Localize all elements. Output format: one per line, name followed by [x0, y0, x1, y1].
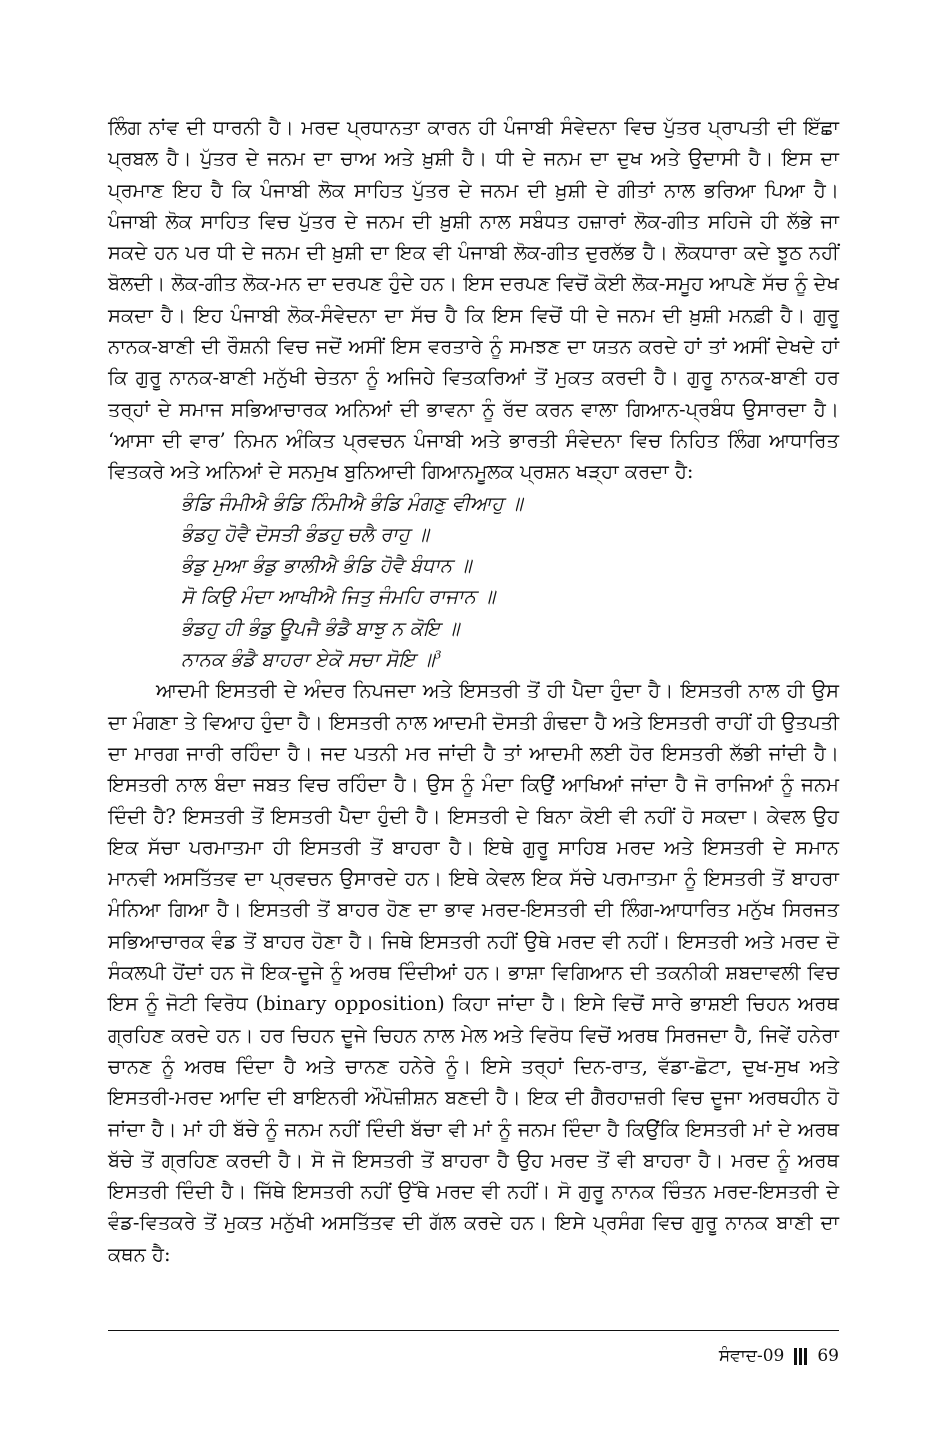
paragraph-1: ਲਿੰਗ ਨਾਂਵ ਦੀ ਧਾਰਨੀ ਹੈ। ਮਰਦ ਪ੍ਰਧਾਨਤਾ ਕਾਰਨ ਹੀ ਪੰਜਾਬੀ ਸੰਵੇਦਨਾ ਵਿਚ ਪੁੱਤਰ ਪ੍ਰਾਪਤੀ ਦੀ ਇੱਛਾ ਪ੍ਰਬਲ ਹੈ। ਪੁੱਤਰ ਦੇ ਜਨਮ ਦਾ ਚਾਅ ਅਤੇ ਖ਼ੁਸ਼ੀ ਹੈ। ਧੀ ਦੇ ਜਨਮ ਦਾ ਦੁਖ ਅਤੇ ਉਦਾਸੀ ਹੈ। ਇਸ ਦਾ ਪ੍ਰਮਾਣ ਇਹ ਹੈ ਕਿ ਪੰਜਾਬੀ ਲੋਕ ਸਾਹਿਤ ਪੁੱਤਰ ਦੇ ਜਨਮ ਦੀ ਖ਼ੁਸ਼ੀ ਦੇ ਗੀਤਾਂ ਨਾਲ ਭਰਿਆ ਪਿਆ ਹੈ। ਪੰਜਾਬੀ ਲੋਕ ਸਾਹਿਤ ਵਿਚ ਪੁੱਤਰ ਦੇ ਜਨਮ ਦੀ ਖ਼ੁਸ਼ੀ ਨਾਲ ਸਬੰਧਤ ਹਜ਼ਾਰਾਂ ਲੋਕ-ਗੀਤ ਸਹਿਜੇ ਹੀ ਲੱਭੇ ਜਾ ਸਕਦੇ ਹਨ ਪਰ ਧੀ ਦੇ ਜਨਮ ਦੀ ਖ਼ੁਸ਼ੀ ਦਾ ਇਕ ਵੀ ਪੰਜਾਬੀ ਲੋਕ-ਗੀਤ ਦੁਰਲੱਭ ਹੈ। ਲੋਕਧਾਰਾ ਕਦੇ ਝੂਠ ਨਹੀਂ ਬੋਲਦੀ। ਲੋਕ-ਗੀਤ ਲੋਕ-ਮਨ ਦਾ ਦਰਪਣ ਹੁੰਦੇ ਹਨ। ਇਸ ਦਰਪਣ ਵਿਚੋਂ ਕੋਈ ਲੋਕ-ਸਮੂਹ ਆਪਣੇ ਸੱਚ ਨੂੰ ਦੇਖ ਸਕਦਾ ਹੈ। ਇਹ ਪੰਜਾਬੀ ਲੋਕ-ਸੰਵੇਦਨਾ ਦਾ ਸੱਚ ਹੈ ਕਿ ਇਸ ਵਿਚੋਂ ਧੀ ਦੇ ਜਨਮ ਦੀ ਖ਼ੁਸ਼ੀ ਮਨਫ਼ੀ ਹੈ। ਗੁਰੂ ਨਾਨਕ-ਬਾਣੀ ਦੀ ਰੌਸ਼ਨੀ ਵਿਚ ਜਦੋਂ ਅਸੀਂ ਇਸ ਵਰਤਾਰੇ ਨੂੰ ਸਮਝਣ ਦਾ ਯਤਨ ਕਰਦੇ ਹਾਂ ਤਾਂ ਅਸੀਂ ਦੇਖਦੇ ਹਾਂ ਕਿ ਗੁਰੂ ਨਾਨਕ-ਬਾਣੀ ਮਨੁੱਖੀ ਚੇਤਨਾ ਨੂੰ ਅਜਿਹੇ ਵਿਤਕਰਿਆਂ ਤੋਂ ਮੁਕਤ ਕਰਦੀ ਹੈ। ਗੁਰੂ ਨਾਨਕ-ਬਾਣੀ ਹਰ ਤਰ੍ਹਾਂ ਦੇ ਸਮਾਜ ਸਭਿਆਚਾਰਕ ਅਨਿਆਂ ਦੀ ਭਾਵਨਾ ਨੂੰ ਰੱਦ ਕਰਨ ਵਾਲਾ ਗਿਆਨ-ਪ੍ਰਬੰਧ ਉਸਾਰਦਾ ਹੈ। ‘ਆਸਾ ਦੀ ਵਾਰ’ ਨਿਮਨ ਅੰਕਿਤ ਪ੍ਰਵਚਨ ਪੰਜਾਬੀ ਅਤੇ ਭਾਰਤੀ ਸੰਵੇਦਨਾ ਵਿਚ ਨਿਹਿਤ ਲਿੰਗ ਆਧਾਰਿਤ ਵਿਤਕਰੇ ਅਤੇ ਅਨਿਆਂ ਦੇ ਸਨਮੁਖ ਬੁਨਿਆਦੀ ਗਿਆਨਮੂਲਕ ਪ੍ਰਸ਼ਨ ਖੜ੍ਹਾ ਕਰਦਾ ਹੈ: — [108, 116, 839, 484]
verse-line-5: ਭੰਡਹੁ ਹੀ ਭੰਡੁ ਊਪਜੈ ਭੰਡੈ ਬਾਝੁ ਨ ਕੋਇ ॥ — [181, 616, 460, 640]
body-text — [108, 112, 839, 1270]
verse-line-6: ਨਾਨਕ ਭੰਡੈ ਬਾਹਰਾ ਏਕੋ ਸਚਾ ਸੋਇ ॥ — [181, 648, 435, 672]
verse-line-6-wrapper — [181, 644, 839, 675]
verse-quote — [108, 488, 839, 676]
verse-line-4: ਸੋ ਕਿਉ ਮੰਦਾ ਆਖੀਐ ਜਿਤੁ ਜੰਮਹਿ ਰਾਜਾਨ ॥ — [181, 585, 496, 609]
footer-rule — [108, 1330, 839, 1331]
verse-line-1: ਭੰਡਿ ਜੰਮੀਐ ਭੰਡਿ ਨਿੰਮੀਐ ਭੰਡਿ ਮੰਗਣੁ ਵੀਆਹੁ ॥ — [181, 491, 523, 515]
page-number: 69 — [817, 1346, 839, 1366]
journal-name: ਸੰਵਾਦ-09 — [718, 1346, 785, 1366]
bars-icon — [794, 1348, 807, 1365]
footnote-marker[interactable]: 3 — [434, 648, 442, 662]
paragraph-2: ਆਦਮੀ ਇਸਤਰੀ ਦੇ ਅੰਦਰ ਨਿਪਜਦਾ ਅਤੇ ਇਸਤਰੀ ਤੋਂ ਹੀ ਪੈਦਾ ਹੁੰਦਾ ਹੈ। ਇਸਤਰੀ ਨਾਲ ਹੀ ਉਸ ਦਾ ਮੰਗਣਾ ਤੇ ਵਿਆਹ ਹੁੰਦਾ ਹੈ। ਇਸਤਰੀ ਨਾਲ ਆਦਮੀ ਦੋਸਤੀ ਗੰਢਦਾ ਹੈ ਅਤੇ ਇਸਤਰੀ ਰਾਹੀਂ ਹੀ ਉਤਪਤੀ ਦਾ ਮਾਰਗ ਜਾਰੀ ਰਹਿੰਦਾ ਹੈ। ਜਦ ਪਤਨੀ ਮਰ ਜਾਂਦੀ ਹੈ ਤਾਂ ਆਦਮੀ ਲਈ ਹੋਰ ਇਸਤਰੀ ਲੱਭੀ ਜਾਂਦੀ ਹੈ। ਇਸਤਰੀ ਨਾਲ ਬੰਦਾ ਜਬਤ ਵਿਚ ਰਹਿੰਦਾ ਹੈ। ਉਸ ਨੂੰ ਮੰਦਾ ਕਿਉਂ ਆਖਿਆਂ ਜਾਂਦਾ ਹੈ ਜੋ ਰਾਜਿਆਂ ਨੂੰ ਜਨਮ ਦਿੰਦੀ ਹੈ? ਇਸਤਰੀ ਤੋਂ ਇਸਤਰੀ ਪੈਦਾ ਹੁੰਦੀ ਹੈ। ਇਸਤਰੀ ਦੇ ਬਿਨਾ ਕੋਈ ਵੀ ਨਹੀਂ ਹੋ ਸਕਦਾ। ਕੇਵਲ ਉਹ ਇਕ ਸੱਚਾ ਪਰਮਾਤਮਾ ਹੀ ਇਸਤਰੀ ਤੋਂ ਬਾਹਰਾ ਹੈ। ਇਥੇ ਗੁਰੂ ਸਾਹਿਬ ਮਰਦ ਅਤੇ ਇਸਤਰੀ ਦੇ ਸਮਾਨ ਮਾਨਵੀ ਅਸਤਿੱਤਵ ਦਾ ਪ੍ਰਵਚਨ ਉਸਾਰਦੇ ਹਨ। ਇਥੇ ਕੇਵਲ ਇਕ ਸੱਚੇ ਪਰਮਾਤਮਾ ਨੂੰ ਇਸਤਰੀ ਤੋਂ ਬਾਹਰਾ ਮੰਨਿਆ ਗਿਆ ਹੈ। ਇਸਤਰੀ ਤੋਂ ਬਾਹਰ ਹੋਣ ਦਾ ਭਾਵ ਮਰਦ-ਇਸਤਰੀ ਦੀ ਲਿੰਗ-ਆਧਾਰਿਤ ਮਨੁੱਖ ਸਿਰਜਤ ਸਭਿਆਚਾਰਕ ਵੰਡ ਤੋਂ ਬਾਹਰ ਹੋਣਾ ਹੈ। ਜਿਥੇ ਇਸਤਰੀ ਨਹੀਂ ਉਥੇ ਮਰਦ ਵੀ ਨਹੀਂ। ਇਸਤਰੀ ਅਤੇ ਮਰਦ ਦੋ ਸੰਕਲਪੀ ਹੋਂਦਾਂ ਹਨ ਜੋ ਇਕ-ਦੂਜੇ ਨੂੰ ਅਰਥ ਦਿੰਦੀਆਂ ਹਨ। ਭਾਸ਼ਾ ਵਿਗਿਆਨ ਦੀ ਤਕਨੀਕੀ ਸ਼ਬਦਾਵਲੀ ਵਿਚ ਇਸ ਨੂੰ ਜੋਟੀ ਵਿਰੋਧ (binary opposition) ਕਿਹਾ ਜਾਂਦਾ ਹੈ। ਇਸੇ ਵਿਚੋਂ ਸਾਰੇ ਭਾਸ਼ਈ ਚਿਹਨ ਅਰਥ ਗ੍ਰਹਿਣ ਕਰਦੇ ਹਨ। ਹਰ ਚਿਹਨ ਦੂਜੇ ਚਿਹਨ ਨਾਲ ਮੇਲ ਅਤੇ ਵਿਰੋਧ ਵਿਚੋਂ ਅਰਥ ਸਿਰਜਦਾ ਹੈ, ਜਿਵੇਂ ਹਨੇਰਾ ਚਾਨਣ ਨੂੰ ਅਰਥ ਦਿੰਦਾ ਹੈ ਅਤੇ ਚਾਨਣ ਹਨੇਰੇ ਨੂੰ। ਇਸੇ ਤਰ੍ਹਾਂ ਦਿਨ-ਰਾਤ, ਵੱਡਾ-ਛੋਟਾ, ਦੁਖ-ਸੁਖ ਅਤੇ ਇਸਤਰੀ-ਮਰਦ ਆਦਿ ਦੀ ਬਾਇਨਰੀ ਔਪੋਜ਼ੀਸ਼ਨ ਬਣਦੀ ਹੈ। ਇਕ ਦੀ ਗੈਰਹਾਜ਼ਰੀ ਵਿਚ ਦੂਜਾ ਅਰਥਹੀਨ ਹੋ ਜਾਂਦਾ ਹੈ। ਮਾਂ ਹੀ ਬੱਚੇ ਨੂੰ ਜਨਮ ਨਹੀਂ ਦਿੰਦੀ ਬੱਚਾ ਵੀ ਮਾਂ ਨੂੰ ਜਨਮ ਦਿੰਦਾ ਹੈ ਕਿਉਂਕਿ ਇਸਤਰੀ ਮਾਂ ਦੇ ਅਰਥ ਬੱਚੇ ਤੋਂ ਗ੍ਰਹਿਣ ਕਰਦੀ ਹੈ। ਸੋ ਜੋ ਇਸਤਰੀ ਤੋਂ ਬਾਹਰਾ ਹੈ ਉਹ ਮਰਦ ਤੋਂ ਵੀ ਬਾਹਰਾ ਹੈ। ਮਰਦ ਨੂੰ ਅਰਥ ਇਸਤਰੀ ਦਿੰਦੀ ਹੈ। ਜਿੱਥੇ ਇਸਤਰੀ ਨਹੀਂ ਉੱਥੇ ਮਰਦ ਵੀ ਨਹੀਂ। ਸੋ ਗੁਰੂ ਨਾਨਕ ਚਿੰਤਨ ਮਰਦ-ਇਸਤਰੀ ਦੇ ਵੰਡ-ਵਿਤਕਰੇ ਤੋਂ ਮੁਕਤ ਮਨੁੱਖੀ ਅਸਤਿੱਤਵ ਦੀ ਗੱਲ ਕਰਦੇ ਹਨ। ਇਸੇ ਪ੍ਰਸੰਗ ਵਿਚ ਗੁਰੂ ਨਾਨਕ ਬਾਣੀ ਦਾ ਕਥਨ ਹੈ: — [108, 679, 839, 1266]
verse-line-2: ਭੰਡਹੁ ਹੋਵੈ ਦੋਸਤੀ ਭੰਡਹੁ ਚਲੈ ਰਾਹੁ ॥ — [181, 522, 429, 546]
verse-line-3: ਭੰਡੁ ਮੁਆ ਭੰਡੁ ਭਾਲੀਐ ਭੰਡਿ ਹੋਵੈ ਬੰਧਾਨ ॥ — [181, 554, 472, 578]
page-footer — [719, 1346, 839, 1366]
